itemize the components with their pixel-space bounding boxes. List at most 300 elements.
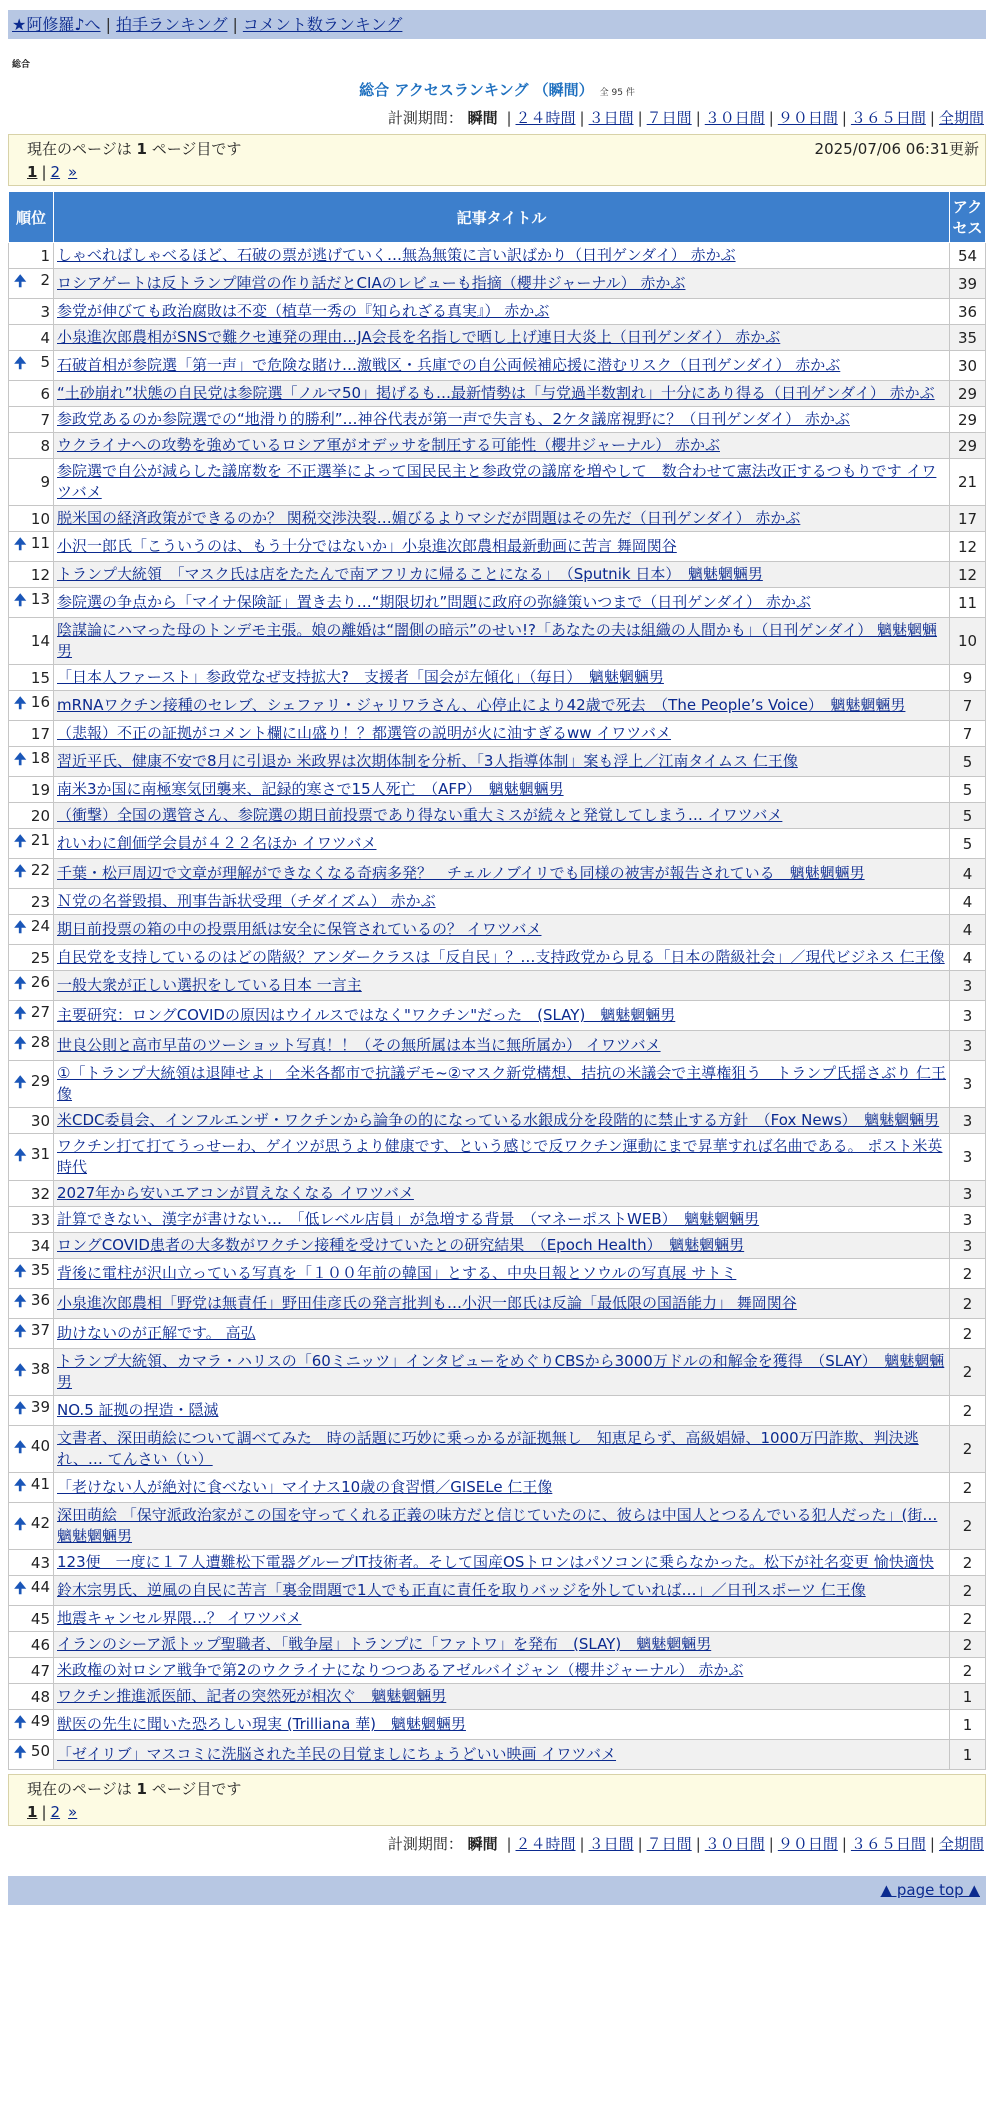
rank-number: 5 xyxy=(40,353,50,371)
rank-cell xyxy=(9,1658,54,1684)
access-count: 29 xyxy=(950,381,986,407)
title-cell xyxy=(54,1319,950,1349)
article-link[interactable]: 石破首相が参院選「第一声」で危険な賭け…激戦区・兵庫での自公両候補応援に潜むリスク（日刊ゲンダイ） 赤かぶ xyxy=(57,356,841,374)
table-row xyxy=(9,588,986,618)
table-row xyxy=(9,1181,986,1207)
rank-number: 20 xyxy=(30,806,50,825)
table-row xyxy=(9,889,986,915)
rank-cell xyxy=(9,325,54,351)
rank-number: 22 xyxy=(30,861,50,879)
table-row xyxy=(9,1658,986,1684)
title-cell xyxy=(54,777,950,803)
period-separator: | xyxy=(695,109,701,127)
article-link[interactable]: 千葉・松戸周辺で文章が理解ができなくなる奇病多発？ チェルノブイリでも同様の被害が報告されている 魑魅魍魎男 xyxy=(57,864,865,882)
rank-cell xyxy=(9,532,54,562)
access-count: 29 xyxy=(950,407,986,433)
home-link[interactable]: ★阿修羅♪へ xyxy=(12,15,101,34)
rank-number: 48 xyxy=(30,1687,50,1706)
access-count: 3 xyxy=(950,1181,986,1207)
access-count: 2 xyxy=(950,1259,986,1289)
rank-cell xyxy=(9,1503,54,1550)
title-cell xyxy=(54,459,950,506)
rank-number: 40 xyxy=(30,1436,50,1455)
period-separator: | xyxy=(579,1835,585,1853)
article-link[interactable]: ①「トランプ大統領は退陣せよ」 全米各都市で抗議デモ~②マスク新党構想、拮抗の米議会で主導権狙う トランプ氏揺さぶり 仁王像 xyxy=(57,1064,947,1103)
rank-cell xyxy=(9,915,54,945)
title-cell xyxy=(54,299,950,325)
title-cell xyxy=(54,1207,950,1233)
rank-number: 42 xyxy=(30,1513,50,1532)
table-row xyxy=(9,532,986,562)
title-cell xyxy=(54,1108,950,1134)
rank-cell xyxy=(9,618,54,665)
access-count: 2 xyxy=(950,1473,986,1503)
title-cell xyxy=(54,1289,950,1319)
period-link[interactable]: 全期間 xyxy=(938,109,984,127)
rank-number: 13 xyxy=(30,590,50,608)
access-count: 2 xyxy=(950,1632,986,1658)
title-cell xyxy=(54,1396,950,1426)
title-cell xyxy=(54,1576,950,1606)
period-link[interactable]: ９０日間 xyxy=(777,1835,838,1853)
rank-number: 18 xyxy=(30,749,50,767)
article-link[interactable]: 米政権の対ロシア戦争で第2のウクライナになりつつあるアゼルバイジャン（櫻井ジャーナル） 赤かぶ xyxy=(57,1661,744,1679)
rank-cell xyxy=(9,1710,54,1740)
arrow-up-icon: 🠉 xyxy=(14,694,27,712)
article-link[interactable]: 南米3か国に南極寒気団襲来、記録的寒さで15人死亡 （AFP） 魑魅魍魎男 xyxy=(57,780,564,798)
rank-cell xyxy=(9,803,54,829)
rank-cell xyxy=(9,747,54,777)
title-cell xyxy=(54,1259,950,1289)
period-separator: | xyxy=(506,109,512,127)
page-info-bottom xyxy=(8,1774,986,1826)
ranking-header-row xyxy=(9,192,986,243)
period-link[interactable]: ３６５日間 xyxy=(850,1835,926,1853)
comment-ranking-link[interactable]: コメント数ランキング xyxy=(242,15,403,34)
period-link[interactable]: ２４時間 xyxy=(515,109,576,127)
access-count: 12 xyxy=(950,562,986,588)
access-count: 2 xyxy=(950,1426,986,1473)
article-link[interactable]: 鈴木宗男氏、逆風の自民に苦言「裏金問題で1人でも正直に責任を取りバッジを外していれば…」／日刊スポーツ 仁王像 xyxy=(57,1581,866,1599)
table-row xyxy=(9,1740,986,1770)
article-link[interactable]: ワクチン打て打てうっせーわ、ゲイツが思うより健康です、という感じで反ワクチン運動にまで昇華すれば名曲である。 ポスト米英時代 xyxy=(57,1137,943,1176)
article-link[interactable]: 参院選で自公が減らした議席数を 不正選挙によって国民民主と参政党の議席を増やして 数合わせて憲法改正するつもりです イワツバメ xyxy=(57,462,937,501)
article-link[interactable]: 獣医の先生に聞いた恐ろしい現実 (Trilliana 華) 魑魅魍魎男 xyxy=(57,1715,466,1733)
period-separator: | xyxy=(768,109,774,127)
category-label: 総合 xyxy=(12,60,31,70)
access-count: 10 xyxy=(950,618,986,665)
article-link[interactable]: 計算できない、漢字が書けない… 「低レベル店員」が急増する背景 （マネーポストWEB） 魑魅魍魎男 xyxy=(57,1210,760,1228)
period-separator: | xyxy=(695,1835,701,1853)
article-link[interactable]: ロシアゲートは反トランプ陣営の作り話だとCIAのレビューも指摘（櫻井ジャーナル） 赤かぶ xyxy=(57,274,686,292)
arrow-up-icon: 🠉 xyxy=(14,1292,27,1310)
access-count: 2 xyxy=(950,1349,986,1396)
title-cell xyxy=(54,381,950,407)
rank-cell xyxy=(9,1181,54,1207)
article-link[interactable]: 一般大衆が正しい選択をしている日本 一言主 xyxy=(57,976,362,994)
rank-cell xyxy=(9,1319,54,1349)
arrow-up-icon: 🠉 xyxy=(14,1437,27,1456)
ranking-table xyxy=(8,191,986,1770)
period-link[interactable]: ３日間 xyxy=(588,1835,634,1853)
article-link[interactable]: れいわに創価学会員が４２２名ほか イワツバメ xyxy=(57,834,377,852)
title-cell xyxy=(54,618,950,665)
arrow-up-icon: 🠉 xyxy=(14,832,27,850)
article-link[interactable]: 参党が伸びても政治腐敗は不変（植草一秀の『知られざる真実』） 赤かぶ xyxy=(57,302,550,320)
article-link[interactable]: 123便 一度に１７人遭難松下電器グループIT技術者。そして国産OSトロンはパソコンに乗らなかった。松下が社名変更 愉快適快 xyxy=(57,1553,934,1571)
rank-cell xyxy=(9,1233,54,1259)
arrow-up-icon: 🠉 xyxy=(14,1743,27,1761)
page-top-link[interactable]: ▲ page top ▲ xyxy=(880,1881,980,1899)
table-row xyxy=(9,1503,986,1550)
page-title xyxy=(8,79,986,100)
title-cell xyxy=(54,1710,950,1740)
ranking-body xyxy=(9,243,986,1770)
access-count: 9 xyxy=(950,665,986,691)
period-link[interactable]: ７日間 xyxy=(646,109,692,127)
access-count: 5 xyxy=(950,803,986,829)
page-info-pre-bottom: 現在のページは xyxy=(27,1780,137,1798)
article-link[interactable]: ワクチン推進派医師、記者の突然死が相次ぐ 魑魅魍魎男 xyxy=(57,1687,447,1705)
access-count: 3 xyxy=(950,1134,986,1181)
title-cell xyxy=(54,945,950,971)
rank-cell xyxy=(9,299,54,325)
clap-ranking-link[interactable]: 拍手ランキング xyxy=(115,15,228,34)
rank-cell xyxy=(9,1606,54,1632)
rank-number: 46 xyxy=(30,1635,50,1654)
rank-cell xyxy=(9,433,54,459)
title-cell xyxy=(54,325,950,351)
rank-cell xyxy=(9,1550,54,1576)
table-row xyxy=(9,1259,986,1289)
title-cell xyxy=(54,433,950,459)
title-cell xyxy=(54,562,950,588)
title-cell xyxy=(54,859,950,889)
title-cell xyxy=(54,1658,950,1684)
title-cell xyxy=(54,506,950,532)
title-cell xyxy=(54,1550,950,1576)
rank-cell xyxy=(9,588,54,618)
rank-number: 10 xyxy=(30,509,50,528)
access-count: 3 xyxy=(950,971,986,1001)
article-link[interactable]: 「老けない人が絶対に食べない」マイナス10歳の食習慣／GISELe 仁王像 xyxy=(57,1478,553,1496)
title-cell xyxy=(54,1503,950,1550)
table-row xyxy=(9,1632,986,1658)
access-count: 1 xyxy=(950,1710,986,1740)
table-row xyxy=(9,1108,986,1134)
pager-page-2-bottom[interactable]: 2 xyxy=(50,1803,61,1821)
access-count: 3 xyxy=(950,1108,986,1134)
arrow-up-icon: 🠉 xyxy=(14,1034,27,1052)
access-count: 2 xyxy=(950,1396,986,1426)
access-count: 4 xyxy=(950,889,986,915)
pager-current-bottom: 1 xyxy=(27,1803,38,1821)
table-row xyxy=(9,1710,986,1740)
period-link[interactable]: ３日間 xyxy=(588,109,634,127)
arrow-up-icon: 🠉 xyxy=(14,1713,27,1731)
table-row xyxy=(9,665,986,691)
article-link[interactable]: 2027年から安いエアコンが買えなくなる イワツバメ xyxy=(57,1184,414,1202)
rank-number: 41 xyxy=(30,1475,50,1493)
title-cell xyxy=(54,1606,950,1632)
pager-current: 1 xyxy=(27,163,38,181)
page-info-top xyxy=(8,134,986,186)
table-row xyxy=(9,1061,986,1108)
article-link[interactable]: 「ゼイリブ」マスコミに洗脳された羊民の目覚ましにちょうどいい映画 イワツバメ xyxy=(57,1745,617,1763)
article-link[interactable]: 脱米国の経済政策ができるのか？ 関税交渉決裂…媚びるよりマシだが問題はその先だ（日刊ゲンダイ） 赤かぶ xyxy=(57,509,801,527)
period-links-bottom xyxy=(502,1835,984,1853)
period-link[interactable]: ３６５日間 xyxy=(850,109,926,127)
table-row xyxy=(9,1001,986,1031)
rank-number: 49 xyxy=(30,1712,50,1730)
arrow-up-icon: 🠉 xyxy=(14,272,27,290)
article-link[interactable]: 小沢一郎氏「こういうのは、もう十分ではないか」小泉進次郎農相最新動画に苦言 舞岡関谷 xyxy=(57,537,677,555)
article-link[interactable]: 世良公則と高市早苗のツーショット写真！！（その無所属は本当に無所属か） イワツバメ xyxy=(57,1036,661,1054)
access-count: 5 xyxy=(950,747,986,777)
table-row xyxy=(9,1550,986,1576)
table-row xyxy=(9,829,986,859)
rank-number: 36 xyxy=(30,1291,50,1309)
rank-number: 1 xyxy=(40,246,50,265)
table-row xyxy=(9,1576,986,1606)
period-link[interactable]: ９０日間 xyxy=(777,109,838,127)
arrow-up-icon: 🠉 xyxy=(14,1072,27,1091)
access-count: 4 xyxy=(950,915,986,945)
article-link[interactable]: 文書者、深田萌絵について調べてみた 時の話題に巧妙に乗っかるが証拠無し 知恵足らず、高級娼婦、1000万円詐欺、判決逃れ、… てんさい（い） xyxy=(57,1429,919,1468)
access-count: 5 xyxy=(950,777,986,803)
rank-cell xyxy=(9,459,54,506)
rank-cell xyxy=(9,971,54,1001)
rank-cell xyxy=(9,1289,54,1319)
access-count: 30 xyxy=(950,351,986,381)
table-row xyxy=(9,459,986,506)
article-link[interactable]: （衝撃）全国の選管さん、参院選の期日前投票であり得ない重大ミスが続々と発覚してしまう… イワツバメ xyxy=(57,806,783,824)
access-count: 4 xyxy=(950,859,986,889)
access-count: 3 xyxy=(950,1031,986,1061)
rank-number: 38 xyxy=(30,1359,50,1378)
article-link[interactable]: しゃべればしゃべるほど、石破の票が逃げていく…無為無策に言い訳ばかり（日刊ゲンダイ） 赤かぶ xyxy=(57,246,736,264)
article-link[interactable]: ロングCOVID患者の大多数がワクチン接種を受けていたとの研究結果 （Epoch Health） 魑魅魍魎男 xyxy=(57,1236,745,1254)
rank-number: 19 xyxy=(30,780,50,799)
article-link[interactable]: イランのシーア派トップ聖職者、「戦争屋」トランプに「ファトワ」を発布 (SLAY) 魑魅魍魎男 xyxy=(57,1635,712,1653)
title-cell xyxy=(54,665,950,691)
access-count: 7 xyxy=(950,721,986,747)
title-cell xyxy=(54,889,950,915)
rank-number: 25 xyxy=(30,948,50,967)
rank-number: 28 xyxy=(30,1033,50,1051)
table-row xyxy=(9,407,986,433)
article-link[interactable]: mRNAワクチン接種のセレブ、シェファリ・ジャリワラさん、心停止により42歳で死去 （The People’s Voice） 魑魅魍魎男 xyxy=(57,696,906,714)
arrow-up-icon: 🠉 xyxy=(14,1322,27,1340)
table-row xyxy=(9,1289,986,1319)
article-link[interactable]: 陰謀論にハマった母のトンデモ主張。娘の離婚は“闇側の暗示”のせい!?「あなたの夫は組織の人間かも」（日刊ゲンダイ） 魑魅魍魎男 xyxy=(57,621,937,660)
article-link[interactable]: 助けないのが正解です。 高弘 xyxy=(57,1324,256,1342)
access-count: 3 xyxy=(950,1061,986,1108)
period-separator: | xyxy=(768,1835,774,1853)
arrow-up-icon: 🠉 xyxy=(14,1579,27,1597)
period-link[interactable]: ３０日間 xyxy=(704,109,765,127)
article-link[interactable]: トランプ大統領、カマラ・ハリスの「60ミニッツ」インタビューをめぐりCBSから3000万ドルの和解金を獲得 （SLAY） 魑魅魍魎男 xyxy=(57,1352,945,1391)
period-selector-bottom xyxy=(8,1833,986,1854)
period-link[interactable]: ３０日間 xyxy=(704,1835,765,1853)
table-row xyxy=(9,777,986,803)
title-cell xyxy=(54,407,950,433)
article-link[interactable]: 米CDC委員会、インフルエンザ・ワクチンから論争の的になっている水銀成分を段階的に禁止する方針 （Fox News） 魑魅魍魎男 xyxy=(57,1111,940,1129)
rank-number: 8 xyxy=(40,436,50,455)
access-count: 2 xyxy=(950,1319,986,1349)
period-label: 計測期間： xyxy=(387,109,463,127)
article-link[interactable]: “土砂崩れ”状態の自民党は参院選「ノルマ50」掲げるも…最新情勢は「与党過半数割れ」十分にあり得る（日刊ゲンダイ） 赤かぶ xyxy=(57,384,935,402)
access-count: 3 xyxy=(950,1001,986,1031)
access-count: 1 xyxy=(950,1740,986,1770)
access-count: 54 xyxy=(950,243,986,269)
rank-number: 32 xyxy=(30,1184,50,1203)
article-link[interactable]: 深田萌絵 「保守派政治家がこの国を守ってくれる正義の味方だと信じていたのに、彼らは中国人とつるんでいる犯人だった」(街… 魑魅魍魎男 xyxy=(57,1506,938,1545)
article-link[interactable]: 小泉進次郎農相「野党は無責任」野田佳彦氏の発言批判も…小沢一郎氏は反論「最低限の国語能力」 舞岡関谷 xyxy=(57,1294,797,1312)
article-link[interactable]: ウクライナへの攻勢を強めているロシア軍がオデッサを制圧する可能性（櫻井ジャーナル） 赤かぶ xyxy=(57,436,720,454)
access-count: 2 xyxy=(950,1606,986,1632)
access-count: 35 xyxy=(950,325,986,351)
period-separator: | xyxy=(579,109,585,127)
arrow-up-icon: 🠉 xyxy=(14,1004,27,1022)
table-row xyxy=(9,433,986,459)
period-separator: | xyxy=(929,1835,935,1853)
table-row xyxy=(9,1207,986,1233)
title-cell xyxy=(54,1001,950,1031)
access-count: 11 xyxy=(950,588,986,618)
title-cell xyxy=(54,1740,950,1770)
rank-number: 26 xyxy=(30,973,50,991)
rank-number: 44 xyxy=(30,1578,50,1596)
rank-number: 35 xyxy=(30,1261,50,1279)
rank-cell xyxy=(9,1473,54,1503)
arrow-up-icon: 🠉 xyxy=(14,354,27,372)
arrow-up-icon: 🠉 xyxy=(14,1360,27,1379)
article-link[interactable]: 期日前投票の箱の中の投票用紙は安全に保管されているの？ イワツバメ xyxy=(57,920,542,938)
table-row xyxy=(9,299,986,325)
table-row xyxy=(9,803,986,829)
rank-number: 37 xyxy=(30,1321,50,1339)
rank-number: 7 xyxy=(40,410,50,429)
title-cell xyxy=(54,1349,950,1396)
rank-cell xyxy=(9,1108,54,1134)
rank-cell xyxy=(9,1684,54,1710)
arrow-up-icon: 🠉 xyxy=(14,591,27,609)
access-count: 2 xyxy=(950,1550,986,1576)
col-title: 記事タイトル xyxy=(54,192,950,243)
rank-cell xyxy=(9,506,54,532)
period-separator: | xyxy=(637,109,643,127)
arrow-up-icon: 🠉 xyxy=(14,862,27,880)
table-row xyxy=(9,506,986,532)
title-cell xyxy=(54,1233,950,1259)
article-link[interactable]: トランプ大統領 「マスク氏は店をたたんで南アフリカに帰ることになる」 （Sputnik 日本） 魑魅魍魎男 xyxy=(57,565,763,583)
rank-number: 24 xyxy=(30,917,50,935)
rank-cell xyxy=(9,1740,54,1770)
article-link[interactable]: 「日本人ファースト」参政党なぜ支持拡大? 支援者「国会が左傾化」（毎日） 魑魅魍魎男 xyxy=(57,668,664,686)
rank-number: 17 xyxy=(30,724,50,743)
table-row xyxy=(9,1319,986,1349)
article-link[interactable]: 参院選の争点から「マイナ保険証」置き去り…“期限切れ”問題に政府の弥縫策いつまで（日刊ゲンダイ） 赤かぶ xyxy=(57,593,811,611)
pager-next-bottom[interactable]: » xyxy=(68,1803,78,1821)
rank-cell xyxy=(9,1396,54,1426)
article-link[interactable]: 小泉進次郎農相がSNSで難クセ連発の理由…JA会長を名指しで晒し上げ連日大炎上（日刊ゲンダイ） 赤かぶ xyxy=(57,328,781,346)
article-link[interactable]: 地震キャンセル界隈…？ イワツバメ xyxy=(57,1609,302,1627)
pager-page-2[interactable]: 2 xyxy=(50,163,61,181)
article-link[interactable]: 背後に電柱が沢山立っている写真を「１００年前の韓国」とする、中央日報とソウルの写真展 サトミ xyxy=(57,1264,737,1282)
rank-cell xyxy=(9,945,54,971)
rank-cell xyxy=(9,1031,54,1061)
table-row xyxy=(9,945,986,971)
period-separator: | xyxy=(929,109,935,127)
page-info-pre: 現在のページは xyxy=(27,140,137,158)
period-separator: | xyxy=(506,1835,512,1853)
table-row xyxy=(9,269,986,299)
article-link[interactable]: 主要研究：ロングCOVIDの原因はウイルスではなく"ワクチン"だった (SLAY) 魑魅魍魎男 xyxy=(57,1006,676,1024)
table-row xyxy=(9,1606,986,1632)
article-link[interactable]: Ｎ党の名誉毀損、刑事告訴状受理（チダイズム） 赤かぶ xyxy=(57,892,436,910)
article-link[interactable]: 習近平氏、健康不安で8月に引退か 米政界は次期体制を分析、「3人指導体制」案も浮上／江南タイムス 仁王像 xyxy=(57,752,798,770)
article-link[interactable]: NO.5 証拠の捏造・隠滅 xyxy=(57,1401,219,1419)
table-row xyxy=(9,243,986,269)
pager-next[interactable]: » xyxy=(68,163,78,181)
arrow-up-icon: 🠉 xyxy=(14,1476,27,1494)
rank-number: 3 xyxy=(40,302,50,321)
rank-number: 31 xyxy=(30,1144,50,1163)
access-count: 36 xyxy=(950,299,986,325)
period-link[interactable]: ２４時間 xyxy=(515,1835,576,1853)
rank-number: 29 xyxy=(30,1071,50,1090)
period-link[interactable]: ７日間 xyxy=(646,1835,692,1853)
rank-number: 27 xyxy=(30,1003,50,1021)
rank-number: 34 xyxy=(30,1236,50,1255)
rank-cell xyxy=(9,1426,54,1473)
page-info-current: 1 xyxy=(136,140,147,158)
pager-top: 1 | 2 » xyxy=(27,163,78,181)
rank-number: 9 xyxy=(40,473,50,491)
table-row xyxy=(9,1684,986,1710)
table-row xyxy=(9,351,986,381)
access-count: 39 xyxy=(950,269,986,299)
rank-number: 39 xyxy=(30,1398,50,1416)
arrow-up-icon: 🠉 xyxy=(14,918,27,936)
article-link[interactable]: 自民党を支持しているのはどの階級？アンダークラスは「反自民」？…支持政党から見る「日本の階級社会」／現代ビジネス 仁王像 xyxy=(57,948,945,966)
title-cell xyxy=(54,532,950,562)
table-row xyxy=(9,915,986,945)
access-count: 5 xyxy=(950,829,986,859)
rank-cell xyxy=(9,269,54,299)
rank-number: 23 xyxy=(30,892,50,911)
access-count: 29 xyxy=(950,433,986,459)
pager-bottom: 1 | 2 » xyxy=(27,1803,78,1821)
rank-number: 33 xyxy=(30,1210,50,1229)
table-row xyxy=(9,859,986,889)
title-cell xyxy=(54,803,950,829)
title-cell xyxy=(54,747,950,777)
period-current: 瞬間 xyxy=(467,109,498,127)
title-cell xyxy=(54,1473,950,1503)
article-link[interactable]: 参政党あるのか参院選での“地滑り的勝利”…神谷代表が第一声で失言も、2ケタ議席視野に？（日刊ゲンダイ） 赤かぶ xyxy=(57,410,850,428)
access-count: 12 xyxy=(950,532,986,562)
rank-number: 30 xyxy=(30,1111,50,1130)
period-link[interactable]: 全期間 xyxy=(938,1835,984,1853)
rank-number: 50 xyxy=(30,1742,50,1760)
rank-cell xyxy=(9,1349,54,1396)
rank-cell xyxy=(9,562,54,588)
article-link[interactable]: （悲報）不正の証拠がコメント欄に山盛り！？都選管の説明が火に油すぎるww イワツバメ xyxy=(57,724,672,742)
bottom-bar xyxy=(8,1876,986,1905)
period-separator: | xyxy=(637,1835,643,1853)
